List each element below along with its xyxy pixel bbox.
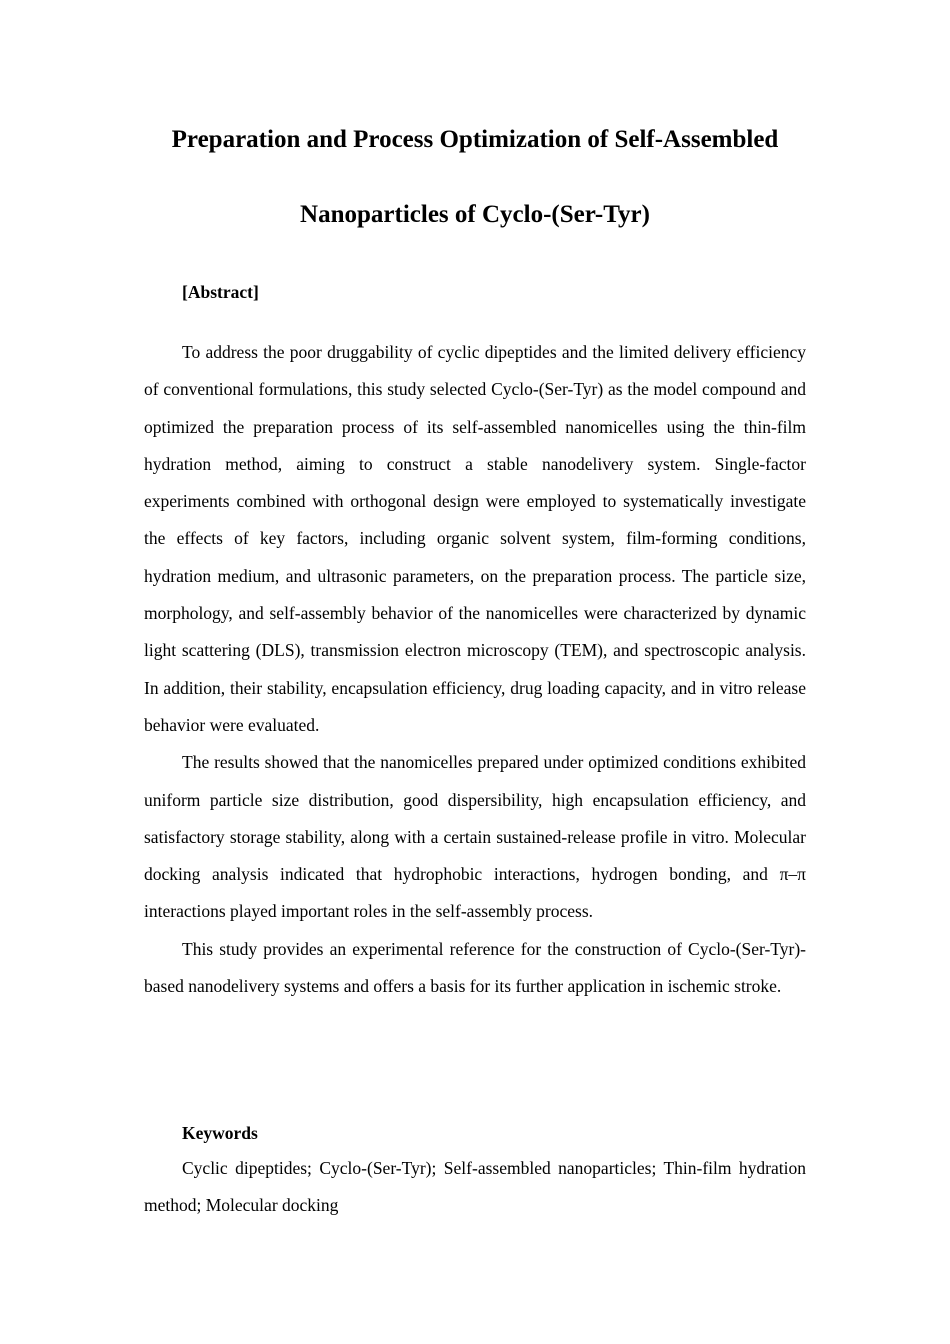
keywords-heading: Keywords (182, 1123, 258, 1143)
abstract-paragraph: To address the poor druggability of cyclic dipeptides and the limited delivery efficiency of conventional formulations, this study selected Cyclo-(Ser-Tyr) as the model compound and optimized the preparation process of its self-assembled nanomicelles using the thin-film hydration method, aiming to construct a stable nanodelivery system. Single-factor experiments combined with orthogonal design were employed to systematically investigate the effects of key factors, including organic solvent system, film-forming conditions, hydration medium, and ultrasonic parameters, on the preparation process. The particle size, morphology, and self-assembly behavior of the nanomicelles were characterized by dynamic light scattering (DLS), transmission electron microscopy (TEM), and spectroscopic analysis. In addition, their stability, encapsulation efficiency, drug loading capacity, and in vitro release behavior were evaluated. (144, 342, 806, 735)
paper-title-line-1: Preparation and Process Optimization of Self-Assembled (171, 126, 779, 153)
abstract-heading: [Abstract] (182, 282, 259, 302)
keywords-text: Cyclic dipeptides; Cyclo-(Ser-Tyr); Self-assembled nanoparticles; Thin-film hydration method; Molecular docking (144, 1158, 806, 1216)
paper-title-line-2: Nanoparticles of Cyclo-(Ser-Tyr) (300, 201, 650, 228)
keywords-body (144, 1150, 806, 1225)
abstract-paragraph: The results showed that the nanomicelles prepared under optimized conditions exhibited uniform particle size distribution, good dispersibility, high encapsulation efficiency, and satisfactory storage stability, along with a certain sustained-release profile in vitro. Molecular docking analysis indicated that hydrophobic interactions, hydrogen bonding, and π–π interactions played important roles in the self-assembly process. (144, 752, 806, 922)
abstract-paragraph: This study provides an experimental reference for the construction of Cyclo-(Ser-Tyr)-based nanodelivery systems and offers a basis for its further application in ischemic stroke. (144, 938, 806, 997)
abstract-body (144, 334, 806, 1005)
